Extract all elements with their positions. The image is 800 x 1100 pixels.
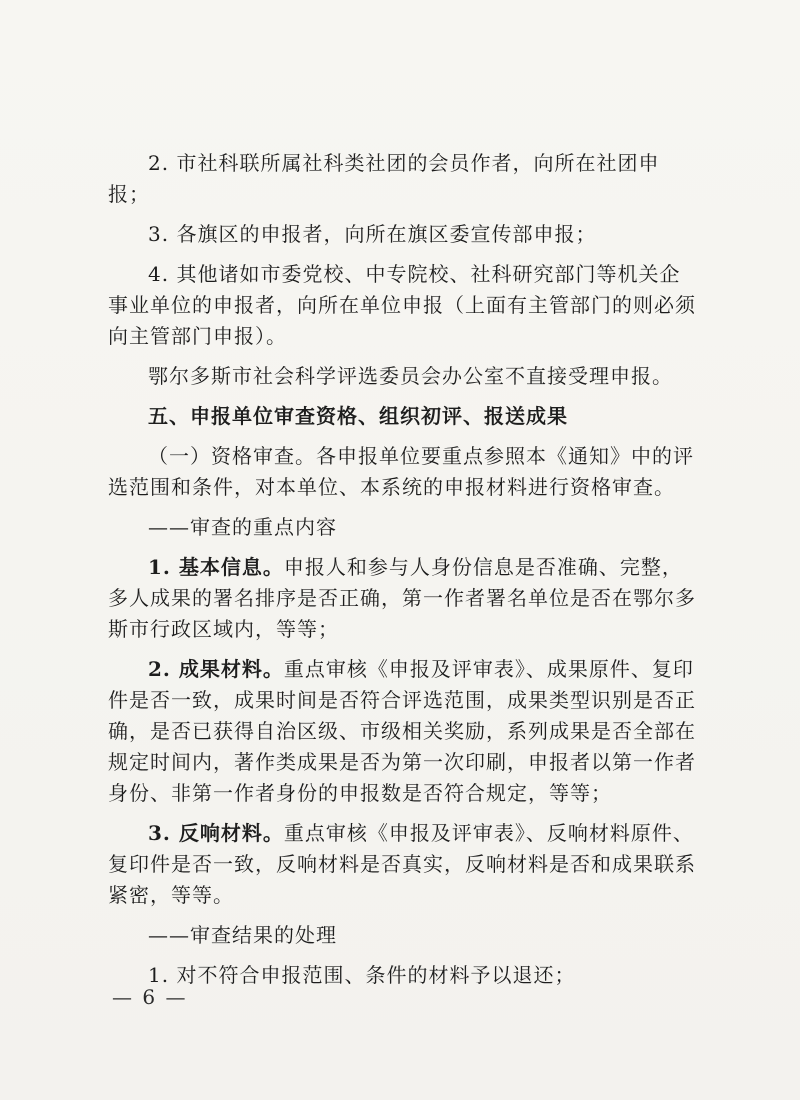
paragraph-submit-society: 2. 市社科联所属社科类社团的会员作者，向所在社团申报； — [108, 151, 660, 206]
paragraph-submit-other-units: 4. 其他诸如市委党校、中专院校、社科研究部门等机关企事业单位的申报者，向所在单位申报（上面有主管部门的则必须向主管部门申报）。 — [108, 262, 696, 348]
achievement-materials-lead: 2. 成果材料。 — [148, 657, 284, 681]
basic-info-text: 申报人和参与人身份信息是否准确、完整，多人成果的署名排序是否正确，第一作者署名单位是否在鄂尔多斯市行政区域内，等等； — [108, 555, 696, 641]
subheading-review-results: ——审查结果的处理 — [148, 923, 337, 947]
section-heading-five: 五、申报单位审查资格、组织初评、报送成果 — [148, 404, 568, 428]
subheading-review-focus: ——审查的重点内容 — [148, 515, 337, 539]
document-body — [108, 148, 698, 991]
paragraph-submit-district: 3. 各旗区的申报者，向所在旗区委宣传部申报； — [148, 222, 597, 246]
paragraph-response-materials — [108, 818, 698, 911]
page-number: — 6 — — [112, 985, 188, 1009]
response-materials-text: 重点审核《申报及评审表》、反响材料原件、复印件是否一致，反响材料是否真实，反响材料是否和成果联系紧密，等等。 — [108, 821, 696, 907]
paragraph-office-notice: 鄂尔多斯市社会科学评选委员会办公室不直接受理申报。 — [148, 364, 673, 388]
paragraph-basic-info — [108, 552, 698, 645]
response-materials-lead: 3. 反响材料。 — [148, 821, 284, 845]
paragraph-achievement-materials — [108, 654, 698, 809]
achievement-materials-text: 重点审核《申报及评审表》、成果原件、复印件是否一致，成果时间是否符合评选范围，成果类型识别是否正确，是否已获得自治区级、市级相关奖励，系列成果是否全部在规定时间内，著作类成果是否为第一次印刷，申报者以第一作者身份、非第一作者身份的申报数是否符合规定，等等； — [108, 657, 696, 805]
basic-info-lead: 1. 基本信息。 — [148, 555, 284, 579]
paragraph-return-materials: 1. 对不符合申报范围、条件的材料予以退还； — [148, 963, 576, 987]
paragraph-qualification-review: （一）资格审查。各申报单位要重点参照本《通知》中的评选范围和条件，对本单位、本系统的申报材料进行资格审查。 — [108, 444, 694, 499]
